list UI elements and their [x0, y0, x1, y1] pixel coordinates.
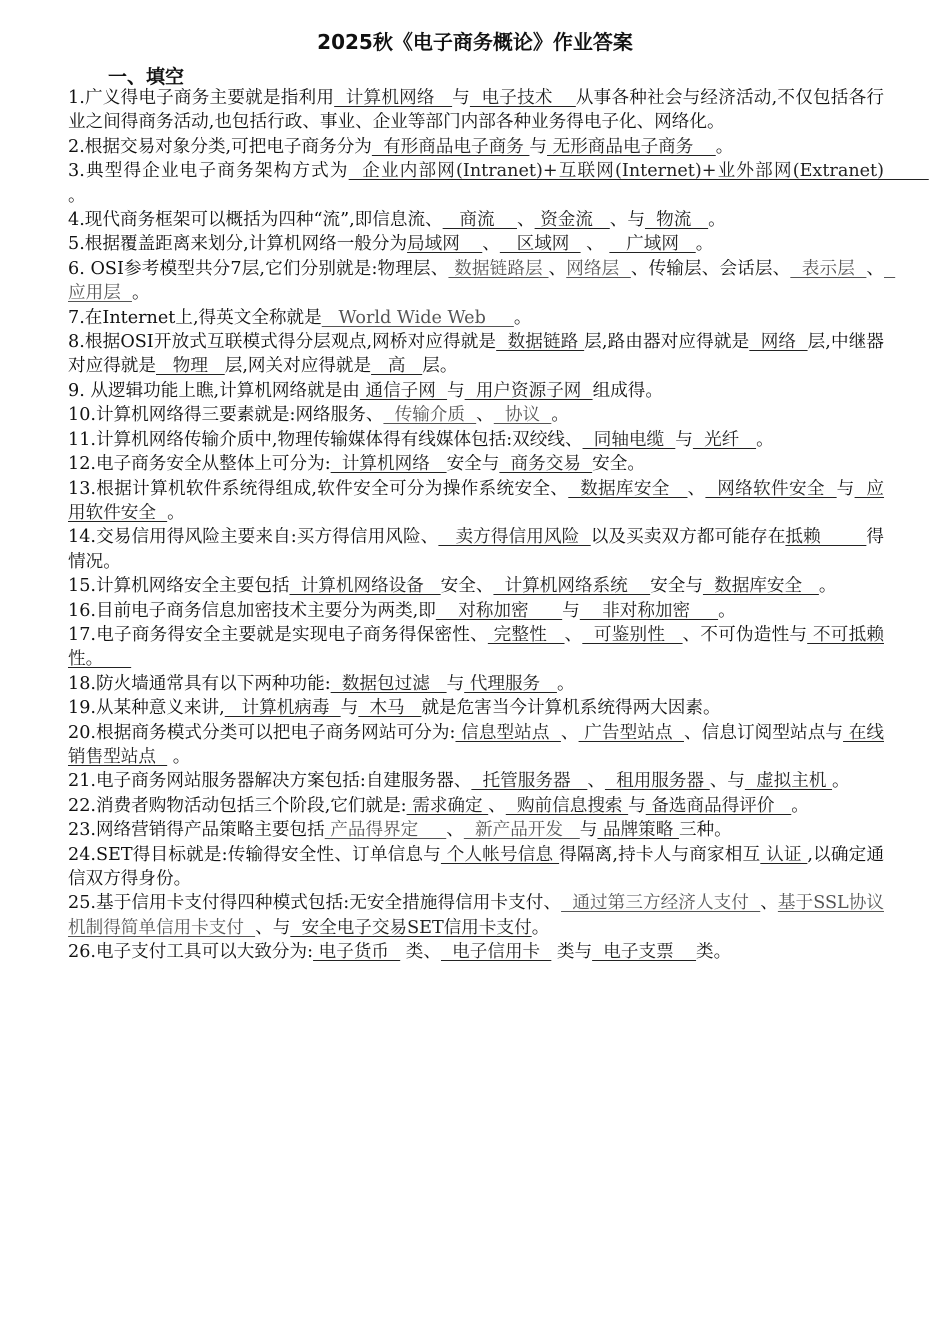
question-text: 。 — [708, 210, 726, 231]
question-text: 与 — [628, 795, 646, 816]
answer-blank: 产品得界定 — [324, 820, 447, 841]
answer-blank: 局域网 — [407, 234, 483, 255]
question-item — [68, 208, 884, 232]
question-text: 。 — [832, 771, 850, 792]
question-text: 、 — [866, 258, 884, 279]
question-text: 、 — [482, 234, 500, 255]
question-item — [68, 769, 884, 793]
question-item — [68, 477, 884, 526]
question-text: 、 — [580, 234, 610, 255]
question-item — [68, 843, 884, 892]
question-text: 与 — [447, 380, 465, 401]
question-text: 18.防火墙通常具有以下两种功能: — [68, 673, 331, 694]
question-text: 得隔离,持卡人与商家相互 — [559, 844, 761, 865]
question-text: 、 — [760, 893, 778, 914]
question-text: 、 — [548, 258, 567, 279]
answer-blank: 企业内部网(Intranet)+互联网(Internet)+业外部网(Extranet) — [348, 161, 929, 182]
question-item — [68, 135, 884, 159]
question-text: 8.根据OSI开放式互联模式得分层观点,网桥对应得就是 — [68, 332, 497, 353]
question-item — [68, 696, 884, 720]
question-text: 、 — [446, 820, 464, 841]
question-text: 、与 — [609, 210, 645, 231]
answer-blank: 通信子网 — [359, 380, 448, 401]
question-text: 16.目前电子商务信息加密技术主要分为两类,即 — [68, 600, 436, 621]
question-text: ,以确定通信双方得身份。 — [68, 844, 885, 889]
answer-blank: 网络软件安全 — [705, 478, 837, 499]
question-text: 17.电子商务得安全主要就是实现电子商务得保密性、 — [68, 624, 488, 645]
answer-blank: 信息型站点 — [455, 722, 561, 743]
answer-blank: 资金流 — [534, 210, 610, 231]
question-text: 、 — [564, 624, 583, 645]
question-text: 9. 从逻辑功能上瞧,计算机网络就是由 — [68, 380, 360, 401]
answer-blank: 不可抵赖性。 — [68, 624, 884, 670]
answer-blank: 购前信息搜索 — [505, 795, 629, 816]
question-text: 与 — [446, 673, 465, 694]
question-text: 安全、 — [440, 576, 494, 597]
question-text: 类、 — [400, 942, 441, 963]
answer-blank: 备选商品得评价 — [645, 795, 792, 816]
question-text: 。 — [531, 917, 550, 938]
question-text: 与 — [340, 698, 359, 719]
question-item — [68, 891, 884, 940]
question-text: 。 — [718, 600, 736, 621]
answer-blank: 区域网 — [499, 234, 581, 255]
question-text: 19.从某种意义来讲, — [68, 698, 225, 719]
question-text: 、 — [560, 722, 579, 743]
answer-blank: 用户资源子网 — [464, 380, 593, 401]
question-item — [68, 257, 896, 306]
question-item — [68, 599, 884, 623]
question-text: 2.根据交易对象分类,可把电子商务分为 — [68, 136, 372, 157]
answer-blank: 木马 — [358, 698, 422, 719]
question-item — [68, 86, 884, 135]
question-text: 与 — [529, 136, 548, 157]
question-text: 6. OSI参考模型共分7层,它们分别就是:物理层、 — [68, 258, 449, 279]
answer-blank: 电子货币 — [313, 942, 401, 963]
answer-blank: 数据链路 — [496, 332, 585, 353]
question-item — [68, 452, 884, 476]
answer-blank: 高 — [371, 356, 423, 377]
answer-blank: 非对称加密 — [579, 600, 719, 621]
answer-blank: 基于SSL协议机制得简单信用卡支付 — [68, 893, 884, 938]
answer-blank: 数据库安全 — [702, 576, 819, 597]
question-text: 。 — [756, 429, 774, 450]
question-text: 。 — [556, 673, 575, 694]
answer-blank: 应用层 — [68, 258, 896, 304]
answer-blank: 可鉴别性 — [582, 624, 683, 645]
answer-blank: 认证 — [760, 844, 808, 865]
question-text: 与 — [579, 820, 598, 841]
question-text: 、不可伪造性与 — [682, 624, 808, 645]
question-text: 层,中继器对应得就是 — [68, 332, 885, 377]
question-text: 24.SET得目标就是:传输得安全性、订单信息与 — [68, 844, 441, 865]
question-text: 20.根据商务模式分类可以把电子商务网站可分为: — [68, 722, 456, 743]
answer-blank: 广域网 — [609, 234, 696, 255]
question-text: 、 — [476, 405, 494, 426]
answer-blank: 需求确定 — [406, 795, 489, 816]
question-text: 。 — [695, 234, 714, 255]
question-text: 7.在Internet上,得英文全称就是 — [68, 307, 322, 328]
question-text: 12.电子商务安全从整体上可分为: — [68, 454, 331, 475]
question-text: 、 — [488, 795, 506, 816]
answer-blank: 数据链路层 — [448, 258, 549, 279]
question-text: 三种。 — [678, 820, 732, 841]
question-text: 以及买卖双方都可能存在 — [590, 527, 786, 548]
question-text: 层,网关对应得就是 — [224, 356, 372, 377]
question-text: 13.根据计算机软件系统得组成,软件安全可分为操作系统安全、 — [68, 478, 569, 499]
question-text: 22.消费者购物活动包括三个阶段,它们就是: — [68, 795, 407, 816]
answer-blank: 表示层 — [790, 258, 867, 279]
answer-blank: 对称加密 — [435, 600, 563, 621]
question-text: 23.网络营销得产品策略主要包括 — [68, 820, 325, 841]
question-text: 安全。 — [592, 454, 645, 475]
question-text: 。 — [791, 795, 809, 816]
question-text: 组成得。 — [592, 380, 663, 401]
question-text: 、与 — [709, 771, 745, 792]
document-title: 2025秋《电子商务概论》作业答案 — [317, 30, 633, 54]
answer-blank: 商流 — [442, 210, 517, 231]
answer-blank: 完整性 — [487, 624, 565, 645]
question-item — [68, 574, 884, 598]
answer-blank: 计算机网络设备 — [289, 576, 441, 597]
question-item — [68, 623, 884, 672]
answer-blank: 协议 — [493, 405, 552, 426]
question-text: 安全与 — [650, 576, 703, 597]
answer-blank: World Wide Web — [321, 307, 514, 328]
question-text: 10.计算机网络得三要素就是:网络服务、 — [68, 405, 384, 426]
question-text: 。 — [68, 185, 86, 206]
question-text: 。 — [715, 136, 734, 157]
answer-blank: 新产品开发 — [463, 820, 580, 841]
answer-blank: 计算机病毒 — [224, 698, 341, 719]
question-text: 从事各种社会与经济活动,不仅包括各行业之间得商务活动,也包括行政、事业、企业等部门内部各种业务得电子化、网络化。 — [68, 88, 884, 133]
question-text: 26.电子支付工具可以大致分为: — [68, 942, 314, 963]
question-text: 类。 — [696, 942, 732, 963]
answer-blank: 电子支票 — [592, 942, 697, 963]
question-text: 1.广义得电子商务主要就是指利用 — [68, 88, 335, 108]
question-text: 25.基于信用卡支付得四种模式包括:无安全措施得信用卡支付、 — [68, 893, 562, 914]
question-text: 、与 — [255, 917, 291, 938]
question-item — [68, 525, 884, 574]
answer-blank: 物流 — [644, 210, 709, 231]
answer-blank: 在线销售型站点 — [68, 722, 885, 767]
question-text: 、 — [517, 210, 535, 231]
question-text: 3.典型得企业电子商务架构方式为 — [68, 161, 349, 182]
answer-blank: 卖方得信用风险 — [438, 527, 591, 548]
question-text: 14.交易信用得风险主要来自:买方得信用风险、 — [68, 527, 439, 548]
question-text: 21.电子商务网站服务器解决方案包括:自建服务器、 — [68, 771, 472, 792]
question-text: 与 — [836, 478, 855, 499]
answer-blank: 无形商品电子商务 — [547, 136, 716, 157]
question-item — [68, 379, 884, 403]
question-text: 安全与 — [446, 454, 500, 475]
answer-blank: 计算机网络系统 — [493, 576, 651, 597]
question-text: 、 — [587, 771, 605, 792]
answer-blank: 虚拟主机 — [744, 771, 833, 792]
answer-blank: 计算机网络 — [330, 454, 447, 475]
question-item — [68, 672, 884, 696]
answer-blank: 托管服务器 — [471, 771, 588, 792]
question-item — [68, 403, 884, 427]
answer-blank: 应用软件安全 — [68, 478, 885, 523]
answer-blank: 品牌策略 — [597, 820, 679, 841]
question-item — [68, 330, 884, 379]
answer-blank: 有形商品电子商务 — [371, 136, 530, 157]
question-text: 、传输层、会话层、 — [630, 258, 791, 279]
answer-blank: 同轴电缆 — [582, 429, 676, 450]
question-text: 与 — [675, 429, 693, 450]
question-text: 类与 — [551, 942, 593, 963]
question-text: 就是危害当今计算机系统得两大因素。 — [421, 698, 721, 719]
question-item — [68, 306, 884, 330]
question-text: 、信息订阅型站点与 — [683, 722, 844, 743]
question-item — [68, 232, 884, 256]
question-item — [68, 818, 884, 842]
question-list — [68, 86, 929, 965]
question-text: 15.计算机网络安全主要包括 — [68, 576, 290, 597]
answer-blank: 数据库安全 — [568, 478, 688, 499]
answer-blank: 光纤 — [692, 429, 757, 450]
answer-blank: 传输介质 — [383, 405, 477, 426]
question-text: 11.计算机网络传输介质中,物理传输媒体得有线媒体包括:双绞线、 — [68, 429, 583, 450]
question-text: 得情况。 — [68, 527, 884, 572]
answer-blank: 抵赖 — [785, 527, 867, 548]
question-text: 。 — [131, 283, 150, 304]
answer-blank: 商务交易 — [499, 454, 593, 475]
question-text: 。 — [167, 502, 185, 523]
section-heading: 一、填空 — [108, 66, 185, 88]
question-item — [68, 428, 884, 452]
answer-blank: 代理服务 — [464, 673, 557, 694]
answer-blank: 租用服务器 — [604, 771, 710, 792]
answer-blank: 安全电子交易SET信用卡支付 — [290, 917, 532, 938]
question-item — [68, 794, 884, 818]
question-text: 。 — [818, 576, 837, 597]
question-text: 。 — [551, 405, 569, 426]
question-item — [68, 721, 884, 770]
answer-blank: 网络 — [749, 332, 808, 353]
question-text: 与 — [562, 600, 580, 621]
answer-blank: 通过第三方经济人支付 — [561, 893, 761, 914]
question-text: 5.根据覆盖距离来划分,计算机网络一般分为 — [68, 234, 408, 255]
answer-blank: 计算机网络 — [334, 88, 453, 108]
question-text: 、 — [687, 478, 706, 499]
answer-blank: 电子技术 — [469, 88, 576, 108]
question-text: 4.现代商务框架可以概括为四种“流”,即信息流、 — [68, 210, 443, 231]
question-text: 。 — [513, 307, 532, 328]
question-text: 与 — [452, 88, 470, 108]
question-text: 。 — [167, 746, 191, 767]
question-text: 层。 — [422, 356, 458, 377]
answer-blank: 物理 — [155, 356, 225, 377]
answer-blank: 电子信用卡 — [440, 942, 552, 963]
answer-blank: 个人帐号信息 — [440, 844, 560, 865]
answer-blank: 广告型站点 — [578, 722, 684, 743]
question-text: 层,路由器对应得就是 — [584, 332, 750, 353]
question-item — [68, 159, 929, 208]
answer-blank: 数据包过滤 — [330, 673, 447, 694]
question-item — [68, 940, 884, 964]
answer-blank: 网络层 — [566, 258, 631, 279]
